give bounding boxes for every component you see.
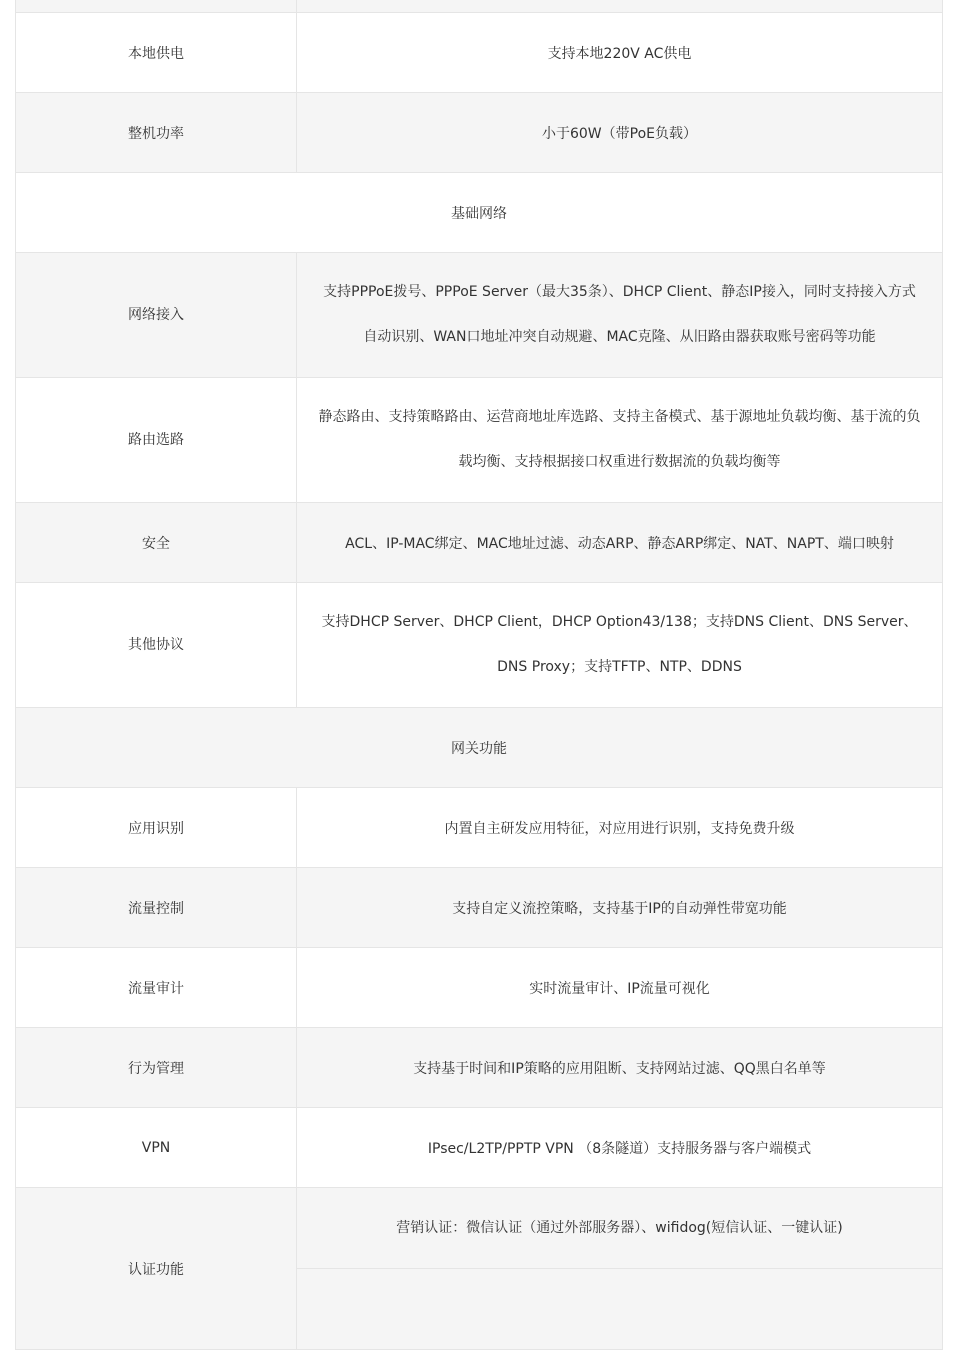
- row-value: 支持PPPoE拨号、PPPoE Server（最大35条）、DHCP Client、静态IP接入，同时支持接入方式自动识别、WAN口地址冲突自动规避、MAC克隆、从旧路由器获取账号密码等功能: [297, 253, 943, 378]
- section-header: 基础网络: [16, 173, 943, 253]
- row-label: 本地供电: [16, 13, 297, 93]
- row-label: 流量审计: [16, 948, 297, 1028]
- table-row: [16, 0, 943, 13]
- row-label: 流量控制: [16, 868, 297, 948]
- row-label: 行为管理: [16, 1028, 297, 1108]
- row-value: 支持基于时间和IP策略的应用阻断、支持网站过滤、QQ黑白名单等: [297, 1028, 943, 1108]
- row-value: 支持自定义流控策略，支持基于IP的自动弹性带宽功能: [297, 868, 943, 948]
- section-row: [16, 173, 943, 253]
- row-label: VPN: [16, 1108, 297, 1188]
- row-value: 支持本地220V AC供电: [297, 13, 943, 93]
- row-value: 支持DHCP Server、DHCP Client，DHCP Option43/138；支持DNS Client、DNS Server、DNS Proxy；支持TFTP、NTP、DDNS: [297, 583, 943, 708]
- row-label: 其他协议: [16, 583, 297, 708]
- row-value: 静态路由、支持策略路由、运营商地址库选路、支持主备模式、基于源地址负载均衡、基于流的负载均衡、支持根据接口权重进行数据流的负载均衡等: [297, 378, 943, 503]
- table-row: [16, 583, 943, 708]
- row-value: IPsec/L2TP/PPTP VPN （8条隧道）支持服务器与客户端模式: [297, 1108, 943, 1188]
- table-row: [16, 378, 943, 503]
- row-value: 小于60W（带PoE负载）: [297, 93, 943, 173]
- table-row: [16, 788, 943, 868]
- section-header: 网关功能: [16, 708, 943, 788]
- row-label: [16, 0, 297, 13]
- section-row: [16, 708, 943, 788]
- row-label: 认证功能: [16, 1188, 297, 1350]
- row-value: 实时流量审计、IP流量可视化: [297, 948, 943, 1028]
- row-label: 网络接入: [16, 253, 297, 378]
- auth-value-cell: [297, 1188, 943, 1350]
- spec-table: [15, 0, 943, 1350]
- table-row: [16, 503, 943, 583]
- row-label: 安全: [16, 503, 297, 583]
- table-row: [16, 868, 943, 948]
- table-row: [16, 93, 943, 173]
- row-label: 应用识别: [16, 788, 297, 868]
- row-label: 路由选路: [16, 378, 297, 503]
- table-row: [16, 1188, 943, 1350]
- table-row: [16, 948, 943, 1028]
- row-value: 内置自主研发应用特征，对应用进行识别，支持免费升级: [297, 788, 943, 868]
- table-row: [16, 1108, 943, 1188]
- row-value: 营销认证：微信认证（通过外部服务器）、wifidog(短信认证、一键认证): [396, 1220, 843, 1236]
- row-value: [297, 0, 943, 13]
- table-row: [16, 1028, 943, 1108]
- table-row: [16, 13, 943, 93]
- row-label: 整机功率: [16, 93, 297, 173]
- row-value: ACL、IP-MAC绑定、MAC地址过滤、动态ARP、静态ARP绑定、NAT、NAPT、端口映射: [297, 503, 943, 583]
- row-value-continuation: [297, 1268, 942, 1349]
- table-row: [16, 253, 943, 378]
